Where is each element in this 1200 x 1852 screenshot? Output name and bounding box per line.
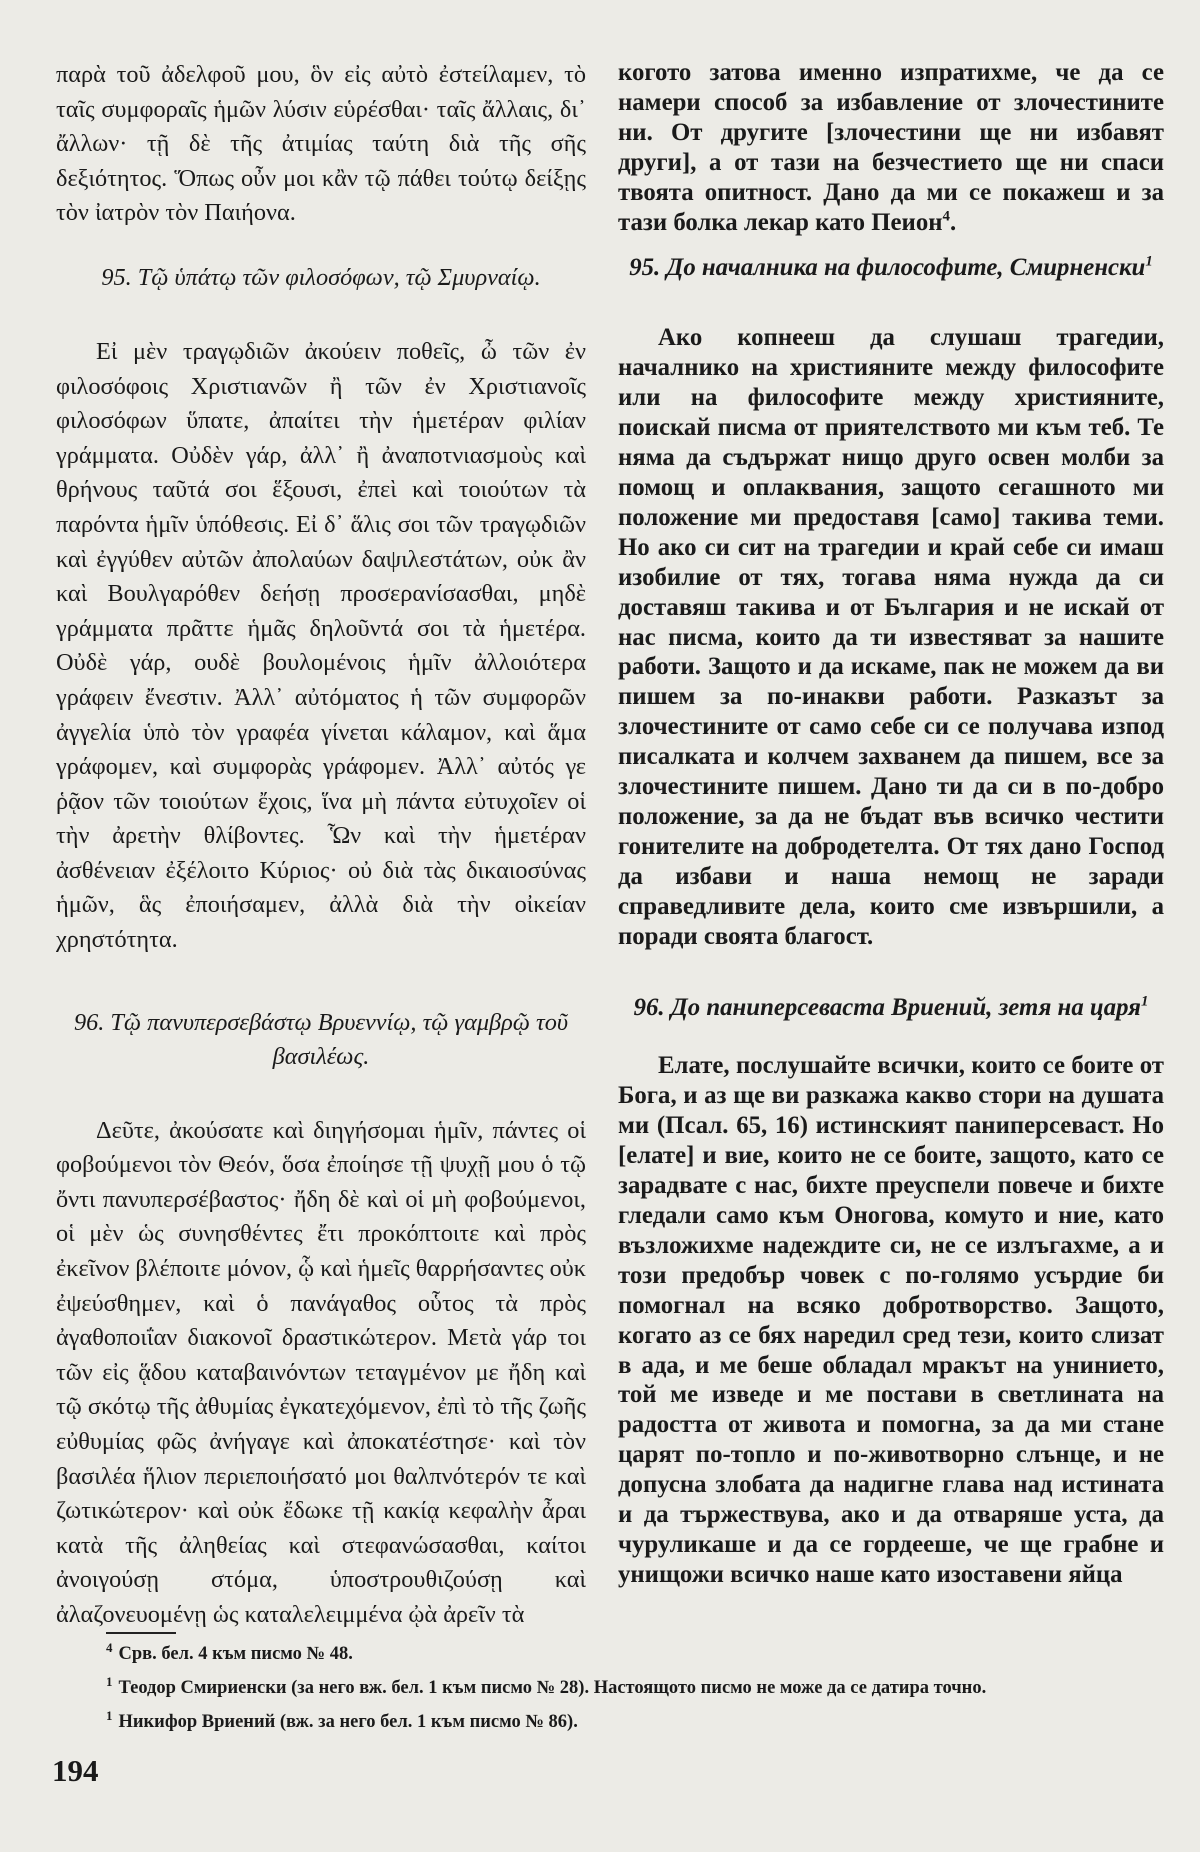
footnote-text: Теодор Смириенски (за него вж. бел. 1 към писмо № 28). Настоящото писмо не може да се датира точно. xyxy=(118,1678,987,1698)
greek-letter-95-heading: 95. Τῷ ὑπάτῳ τῶν φιλοσόφων, τῷ Σμυρναίῳ. xyxy=(101,263,541,291)
bulgarian-paragraph-text: когото затова именно изпратихме, че да се намери способ за избавление от злочестините ни. От другите [злочестини ще ни избавят други], а от тази на безчестието ще ни спаси твоята опитност. Дано да ми се покажеш и за тази болка лекар като Пеион xyxy=(618,59,1164,236)
bulgarian-column xyxy=(618,58,1164,1590)
bulgarian-letter-96-body: Елате, послушайте всички, които се боите от Бога, и аз ще ви разкажа какво стори на душата ми (Псал. 65, 16) истинският паниперсеваст. Но [елате] и вие, които не се боите, защото, като се зарадвате с нас, бихте преуспели повече и бихте гледали само към Оногова, комуто и ние, като възложихме надеждите си, не се излъгахме, а и този предобър човек с по-голямо усърдие би помогнал на всяко добротворство. Защото, когато аз се бях наредил сред тези, които слизат в ада, и ме беше обладал мракът на унинието, той ме изведе и ме постави в светлината на радостта от живота и помогна, за да ми стане царят по-топло и по-животворно слънце, и не допусна злобата да надигне глава над истината и да тържествува, ако и да отваряше уста, да чуруликаше и да се гордееше, че ще грабне и унищожи всичко наше като изоставени яйца xyxy=(618,1052,1164,1588)
bulgarian-letter-96-heading xyxy=(618,993,1164,1023)
footnote-mark: 1 xyxy=(106,1673,113,1689)
footnotes xyxy=(106,1637,1166,1739)
bulgarian-letter-95-heading xyxy=(618,253,1164,283)
footnote-ref: 1 xyxy=(1140,994,1149,1011)
heading-text: 95. До началника на философите, Смирненски xyxy=(629,254,1146,282)
footnote xyxy=(106,1705,1166,1739)
bulgarian-paragraph-continued: когото затова именно изпратихме, че да се намери способ за избавление от злочестините ни. От другите [злочестини ще ни избавят други], а от тази на безчестието ще ни спаси твоята опитност. Дано да ми се покажеш и за тази болка лекар като Пеион$^4$. xyxy=(618,59,1164,236)
footnote-ref: 4 xyxy=(942,208,950,225)
footnote-separator xyxy=(106,1632,176,1634)
greek-paragraph-continued: παρὰ τοῦ ἀδελφοῦ μου, ὃν εἰς αὐτὸ ἐστείλαμεν, τὸ ταῖς συμφοραῖς ἡμῶν λύσιν εὑρέσθαι· ταῖς ἄλλαις, δι᾽ ἄλλων· τῇ δὲ τῆς ἀτιμίας ταύτη διὰ τῆς σῆς δεξιότητος. Ὅπως οὖν μοι κἂν τῷ πάθει τούτῳ δείξῃς τὸν ἰατρὸν τὸν Παιήονα. xyxy=(56,61,586,227)
heading-text: 96. До паниперсеваста Вриений, зетя на царя xyxy=(633,994,1141,1022)
footnote-text: Срв. бел. 4 към писмо № 48. xyxy=(118,1644,353,1664)
footnote-mark: 1 xyxy=(106,1707,113,1723)
greek-letter-96-body: Δεῦτε, ἀκούσατε καὶ διηγήσομαι ἡμῖν, πάντες οἱ φοβούμενοι τὸν Θεόν, ὅσα ἐποίησε τῇ ψυχῇ μου ὁ τῷ ὄντι πανυπερσέβαστος· ἤδη δὲ καὶ οἱ μὴ φοβούμενοι, οἱ μὲν ὡς συνησθέντες ἔτι προκόπτοιτε καὶ πρὸς ἐκεῖνον βλέποιτε μόνον, ᾧ καὶ ἡμεῖς θαρρήσαντες οὐκ ἐψεύσθημεν, καὶ ὁ πανάγαθος οὗτος τὰ πρὸς ἀγαθοποιΐαν διακονοῖ δραστικώτερον. Μετὰ γάρ τοι τῶν εἰς ᾅδου καταβαινόντων τεταγμένον με ἤδη καὶ τῷ σκότῳ τῆς ἀθυμίας ἐγκατεχόμενον, ἐπὶ τὸ τῆς ζωῆς εὐθυμίας φῶς ἀνήγαγε καὶ ἀποκατέστησε· καὶ τὸν βασιλέα ἥλιον περιεποιήσατό μοι θαλπνότερόν τε καὶ ζωτικώτερον· καὶ οὐκ ἔδωκε τῇ κακίᾳ κεφαλὴν ἆραι κατὰ τῆς ἀληθείας καὶ στεφανώσασθαι, καίτοι ἀνοιγούσῃ στόμα, ὑποστρουθιζούσῃ καὶ ἀλαζονευομένῃ ὡς καταλελειμμένα ᾠὰ ἀρεῖν τὰ xyxy=(56,1116,586,1628)
footnote xyxy=(106,1671,1166,1705)
footnote-text: Никифор Вриений (вж. за него бел. 1 към писмо № 86). xyxy=(118,1712,578,1732)
footnote-ref: 1 xyxy=(1145,254,1153,271)
bulgarian-letter-95-body: Ако копнееш да слушаш трагедии, началнико на християните между философите или на философите между християните, поискай писма от приятелството ми към теб. Те няма да съдържат нищо друго освен молби за помощ и оплаквания, защото сегашното ми положение ми предоставя [само] такива теми. Но ако си сит на трагедии и край себе си имаш изобилие от тях, тогава няма нужда да си доставяш такива и от България и не искай от нас писма, които да ти известяват за нашите работи. Защото и да искаме, пак не можем да ви пишем за по-инакви работи. Разказът за злочестините от само себе си се получава изпод писалката и колчем захванем да пишем, все за злочестините пишем. Дано ти да си в по-добро положение, за да не бъдат във всичко честити гонителите на добродетелта. От тях дано Господ да избави и наша немощ не заради справедливите дела, които сме извършили, а поради своята благост. xyxy=(618,324,1164,950)
greek-letter-96-heading: 96. Τῷ πανυπερσεβάστῳ Βρυεννίῳ, τῷ γαμβρῷ τοῦ βασιλέως. xyxy=(73,1008,569,1070)
page-number: 194 xyxy=(52,1753,99,1788)
footnote-mark: 4 xyxy=(106,1639,113,1655)
greek-letter-95-body: Εἰ μὲν τραγῳδιῶν ἀκούειν ποθεῖς, ὦ τῶν ἐν φιλοσόφοις Χριστιανῶν ἢ τῶν ἐν Χριστιανοῖς φιλοσόφων ὕπατε, ἀπαίτει τὴν ἡμετέραν φιλίαν γράμματα. Οὐδὲν γάρ, ἀλλ᾽ ἢ ἀναποτνιασμοὺς καὶ θρήνους ταῦτά σοι ἕξουσι, ἐπεὶ καὶ τοιούτων τὰ παρόντα ἡμῖν ὑπόθεσις. Εἰ δ᾽ ἅλις σοι τῶν τραγῳδιῶν καὶ ἐγγύθεν αὐτῶν ἀπολαύων δαψιλεστάτων, οὐκ ἂν καὶ Βουλγαρόθεν δεήσῃ προσερανίσασθαι, μηδὲ γράμματα πρᾶττε ἡμᾶς δηλοῦντά σοι τὰ ἡμετέρα. Οὐδὲ γάρ, ουδὲ βουλομένοις ἡμῖν ἀλλοιότερα γράφειν ἔνεστιν. Ἀλλ᾽ αὐτόματος ἡ τῶν συμφορῶν ἀγγελία ὑπὸ τὸν γραφέα γίνεται κάλαμον, καὶ ἅμα γράφομεν, καὶ συμφορὰς γράφομεν. Ἀλλ᾽ αὐτός γε ῥᾷον τῶν τοιούτων ἔχοις, ἵνα μὴ πάντα εὐτυχοῖεν οἱ τὴν ἀρετὴν θλίβοντες. Ὧν καὶ τὴν ἡμετέραν ἀσθένειαν ἐξέλοιτο Κύριος· οὐ διὰ τὰς δικαιοσύνας ἡμῶν, ἃς ἐποιήσαμεν, ἀλλὰ διὰ τὴν οἰκείαν χρηστότητα. xyxy=(56,337,586,954)
greek-column xyxy=(56,58,586,1633)
footnote xyxy=(106,1637,1166,1671)
